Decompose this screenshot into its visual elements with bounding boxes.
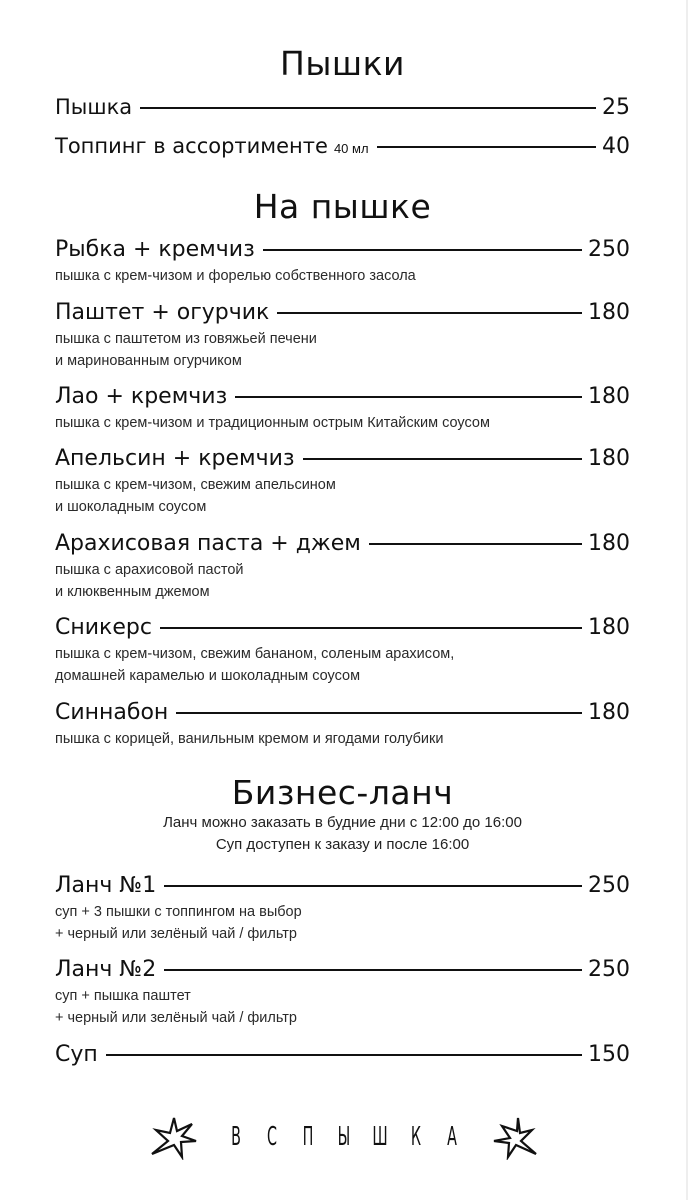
menu-item-cinnabon: [55, 698, 630, 750]
item-price: 40: [602, 134, 630, 159]
item-description: + черный или зелёный чай / фильтр: [55, 926, 297, 942]
menu-item-pyshka: [55, 92, 630, 122]
item-description: пышка с крем-чизом, свежим апельсином: [55, 477, 336, 493]
item-price: 150: [588, 1042, 630, 1067]
menu-item-snickers: [55, 613, 630, 687]
item-description: и маринованным огурчиком: [55, 353, 242, 369]
item-name: Синнабон: [55, 700, 169, 725]
star-burst-icon: [148, 1114, 200, 1160]
item-price: 25: [602, 95, 630, 120]
section-title-na-pyshke: На пышке: [253, 187, 432, 226]
menu-item-rybka: [55, 235, 630, 287]
item-name: Апельсин + кремчиз: [55, 446, 295, 471]
leader-line: [164, 885, 582, 887]
item-price: 250: [588, 237, 630, 262]
item-name: Паштет + огурчик: [55, 300, 270, 325]
item-name: Арахисовая паста + джем: [55, 531, 361, 556]
brand-name: [218, 1122, 470, 1152]
item-name: Пышка: [55, 95, 133, 119]
leader-line: [369, 543, 582, 545]
brand-logo: [0, 1112, 688, 1162]
menu-item-lunch-1: [55, 871, 630, 945]
item-description: пышка с крем-чизом, свежим бананом, соленым арахисом,: [55, 646, 455, 662]
brand-letter: С: [267, 1122, 277, 1152]
item-name: Лао + кремчиз: [55, 384, 228, 409]
leader-line: [277, 312, 582, 314]
item-price: 180: [588, 615, 630, 640]
brand-letter: К: [410, 1122, 422, 1152]
leader-line: [140, 107, 596, 109]
menu-item-lunch-2: [55, 955, 630, 1029]
item-description: и шоколадным соусом: [55, 499, 207, 515]
item-description: + черный или зелёный чай / фильтр: [55, 1010, 297, 1026]
item-price: 180: [588, 446, 630, 471]
lunch-info-line: Суп доступен к заказу и после 16:00: [215, 836, 470, 853]
item-name: Ланч №2: [55, 957, 157, 982]
leader-line: [106, 1054, 582, 1056]
item-description: домашней карамелью и шоколадным соусом: [55, 668, 361, 684]
brand-letter: А: [447, 1122, 457, 1152]
item-description: пышка с арахисовой пастой: [55, 562, 244, 578]
brand-letter: Ы: [337, 1122, 351, 1152]
item-description: пышка с паштетом из говяжьей печени: [55, 331, 317, 347]
item-description: пышка с корицей, ванильным кремом и ягодами голубики: [55, 731, 444, 747]
menu-item-soup: [55, 1040, 630, 1070]
section-title-business-lunch: Бизнес-ланч: [231, 773, 454, 812]
item-name: Рыбка + кремчиз: [55, 237, 255, 262]
item-price: 180: [588, 700, 630, 725]
item-description: и клюквенным джемом: [55, 584, 210, 600]
item-name: Ланч №1: [55, 873, 157, 898]
leader-line: [263, 249, 582, 251]
brand-letter: В: [231, 1122, 241, 1152]
item-price: 180: [588, 384, 630, 409]
menu-item-topping: [55, 131, 630, 161]
leader-line: [160, 627, 582, 629]
brand-letter: П: [302, 1122, 314, 1152]
item-volume-note: 40 мл: [333, 141, 369, 156]
item-price: 250: [588, 957, 630, 982]
item-description: суп + 3 пышки с топпингом на выбор: [55, 904, 302, 920]
item-price: 180: [588, 531, 630, 556]
leader-line: [235, 396, 582, 398]
lunch-info-line: Ланч можно заказать в будние дни с 12:00 до 16:00: [163, 814, 522, 831]
star-burst-icon: [488, 1114, 540, 1160]
item-name: Сникерс: [55, 615, 152, 640]
item-price: 180: [588, 300, 630, 325]
lunch-info: [55, 812, 630, 856]
leader-line: [377, 146, 596, 148]
item-name: Топпинг в ассортименте: [55, 134, 328, 158]
item-description: пышка с крем-чизом и форелью собственного засола: [55, 268, 416, 284]
menu-item-lao: [55, 382, 630, 434]
menu-item-pashtet: [55, 298, 630, 372]
item-description: пышка с крем-чизом и традиционным острым Китайским соусом: [55, 415, 490, 431]
brand-letter: Ш: [372, 1122, 388, 1152]
menu-item-arahis: [55, 529, 630, 603]
menu-item-apelsin: [55, 444, 630, 518]
leader-line: [176, 712, 582, 714]
section-title-pyshki: Пышки: [280, 44, 405, 83]
leader-line: [303, 458, 582, 460]
item-price: 250: [588, 873, 630, 898]
item-description: суп + пышка паштет: [55, 988, 191, 1004]
item-name: Суп: [55, 1042, 98, 1067]
leader-line: [164, 969, 582, 971]
